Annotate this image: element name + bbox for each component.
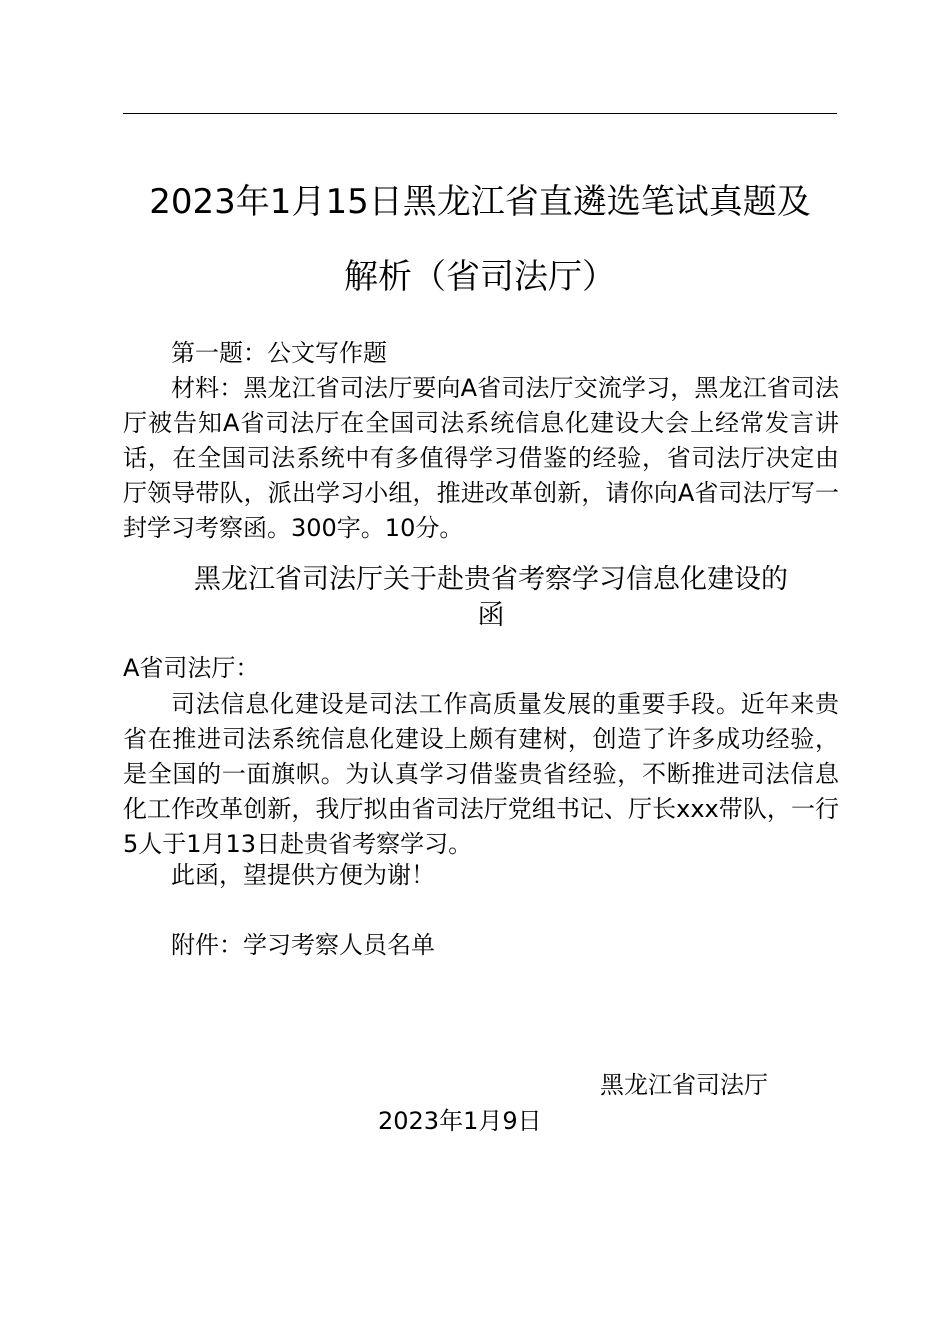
letter-title-line-2: 函 [477,600,505,631]
letter-title [123,562,839,634]
letter-attachment-block [123,928,839,963]
question-heading-block [123,336,839,371]
letter-salutation-block [123,651,839,686]
document-title-line-2: 解析（省司法厅） [344,257,616,297]
letter-title-line-1: 黑龙江省司法厅关于赴贵省考察学习信息化建设的 [194,564,788,595]
document-title [110,165,850,315]
letter-closing-block [123,858,839,893]
question-material: 材料：黑龙江省司法厅要向A省司法厅交流学习，黑龙江省司法厅被告知A省司法厅在全国司法系统信息化建设大会上经常发言讲话，在全国司法系统中有多值得学习借鉴的经验，省司法厅决定由厅领导带队，派出学习小组，推进改革创新，请你向A省司法厅写一封学习考察函。300字。10分。 [123,374,839,542]
letter-body: 司法信息化建设是司法工作高质量发展的重要手段。近年来贵省在推进司法系统信息化建设上颇有建树，创造了许多成功经验，是全国的一面旗帜。为认真学习借鉴贵省经验，不断推进司法信息化工作改革创新，我厅拟由省司法厅党组书记、厅长xxx带队，一行5人于1月13日赴贵省考察学习。 [123,690,839,858]
letter-closing: 此函，望提供方便为谢！ [171,861,435,889]
letter-signature: 黑龙江省司法厅 [600,1071,768,1099]
header-rule [123,113,837,114]
letter-date: 2023年1月9日 [378,1107,542,1135]
document-title-line-1: 2023年1月15日黑龙江省直遴选笔试真题及 [149,182,811,222]
question-material-block [123,371,839,546]
letter-salutation: A省司法厅： [123,654,260,682]
letter-attachment: 附件：学习考察人员名单 [171,931,435,959]
question-heading: 第一题：公文写作题 [171,339,387,367]
letter-body-block [123,687,839,862]
